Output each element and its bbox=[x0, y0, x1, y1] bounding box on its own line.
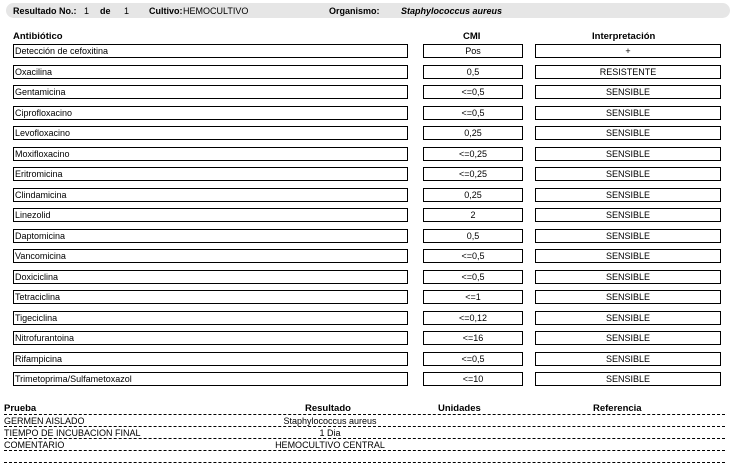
cmi-cell: <=1 bbox=[423, 290, 523, 304]
antibiotic-cell: Trimetoprima/Sulfametoxazol bbox=[13, 372, 408, 386]
cmi-cell: <=0,5 bbox=[423, 106, 523, 120]
cmi-cell: <=0,5 bbox=[423, 85, 523, 99]
table-row bbox=[0, 167, 736, 181]
antibiotic-cell: Daptomicina bbox=[13, 229, 408, 243]
cmi-cell: 0,5 bbox=[423, 229, 523, 243]
interpretation-cell: SENSIBLE bbox=[535, 249, 721, 263]
interpretation-cell: SENSIBLE bbox=[535, 188, 721, 202]
column-header-unidades: Unidades bbox=[438, 403, 481, 414]
antibiotic-cell: Doxiciclina bbox=[13, 270, 408, 284]
cmi-cell: Pos bbox=[423, 44, 523, 58]
table-row bbox=[0, 147, 736, 161]
antibiotic-cell: Oxacilina bbox=[13, 65, 408, 79]
column-header-prueba: Prueba bbox=[4, 403, 37, 414]
result-of-label: de bbox=[100, 6, 111, 16]
table-row bbox=[0, 188, 736, 202]
antibiotic-cell: Tigeciclina bbox=[13, 311, 408, 325]
interpretation-cell: SENSIBLE bbox=[535, 126, 721, 140]
table-row bbox=[0, 270, 736, 284]
cmi-cell: <=0,25 bbox=[423, 147, 523, 161]
table-row bbox=[0, 44, 736, 58]
test-name-cell: COMENTARIO bbox=[4, 440, 65, 450]
cmi-cell: <=16 bbox=[423, 331, 523, 345]
divider bbox=[4, 426, 725, 427]
test-name-cell: TIEMPO DE INCUBACION FINAL bbox=[4, 428, 141, 438]
interpretation-cell: + bbox=[535, 44, 721, 58]
table-row bbox=[0, 331, 736, 345]
divider bbox=[4, 414, 725, 415]
interpretation-cell: SENSIBLE bbox=[535, 372, 721, 386]
cmi-cell: <=0,5 bbox=[423, 270, 523, 284]
cmi-cell: 2 bbox=[423, 208, 523, 222]
divider bbox=[4, 462, 725, 463]
interpretation-cell: SENSIBLE bbox=[535, 331, 721, 345]
column-header-interpretation: Interpretación bbox=[592, 31, 656, 42]
result-number-label: Resultado No.: bbox=[13, 6, 77, 16]
interpretation-cell: SENSIBLE bbox=[535, 167, 721, 181]
table-row bbox=[0, 290, 736, 304]
antibiotic-cell: Rifampicina bbox=[13, 352, 408, 366]
antibiotic-cell: Ciprofloxacino bbox=[13, 106, 408, 120]
table-row bbox=[0, 352, 736, 366]
test-result-cell: HEMOCULTIVO CENTRAL bbox=[275, 440, 385, 450]
cmi-cell: <=0,5 bbox=[423, 249, 523, 263]
test-result-cell: 1 Dia bbox=[319, 428, 341, 438]
table-row bbox=[0, 229, 736, 243]
antibiotic-cell: Tetraciclina bbox=[13, 290, 408, 304]
antibiotic-cell: Nitrofurantoina bbox=[13, 331, 408, 345]
interpretation-cell: SENSIBLE bbox=[535, 147, 721, 161]
antibiotic-cell: Moxifloxacino bbox=[13, 147, 408, 161]
antibiotic-cell: Clindamicina bbox=[13, 188, 408, 202]
table-row bbox=[0, 311, 736, 325]
result-number: 1 bbox=[84, 6, 90, 16]
divider bbox=[4, 438, 725, 439]
interpretation-cell: SENSIBLE bbox=[535, 311, 721, 325]
interpretation-cell: SENSIBLE bbox=[535, 352, 721, 366]
antibiotic-cell: Eritromicina bbox=[13, 167, 408, 181]
table-row bbox=[0, 85, 736, 99]
organismo-label: Organismo: bbox=[329, 6, 380, 16]
cmi-cell: 0,5 bbox=[423, 65, 523, 79]
table-row bbox=[0, 65, 736, 79]
column-header-referencia: Referencia bbox=[593, 403, 642, 414]
cultivo-value: HEMOCULTIVO bbox=[183, 6, 249, 16]
result-total: 1 bbox=[124, 6, 130, 16]
interpretation-cell: SENSIBLE bbox=[535, 290, 721, 304]
table-row bbox=[0, 372, 736, 386]
antibiotic-cell: Linezolid bbox=[13, 208, 408, 222]
cmi-cell: <=0,25 bbox=[423, 167, 523, 181]
table-row bbox=[0, 249, 736, 263]
test-result-cell: Staphylococcus aureus bbox=[283, 416, 377, 426]
interpretation-cell: SENSIBLE bbox=[535, 270, 721, 284]
cultivo-label: Cultivo: bbox=[149, 6, 183, 16]
interpretation-cell: RESISTENTE bbox=[535, 65, 721, 79]
organismo-value: Staphylococcus aureus bbox=[401, 6, 503, 16]
antibiotic-cell: Gentamicina bbox=[13, 85, 408, 99]
table-row bbox=[0, 106, 736, 120]
test-name-cell: GERMEN AISLADO bbox=[4, 416, 85, 426]
interpretation-cell: SENSIBLE bbox=[535, 85, 721, 99]
interpretation-cell: SENSIBLE bbox=[535, 208, 721, 222]
cmi-cell: 0,25 bbox=[423, 188, 523, 202]
antibiotic-cell: Levofloxacino bbox=[13, 126, 408, 140]
cmi-cell: <=0,12 bbox=[423, 311, 523, 325]
cmi-cell: <=10 bbox=[423, 372, 523, 386]
cmi-cell: <=0,5 bbox=[423, 352, 523, 366]
table-row bbox=[0, 208, 736, 222]
interpretation-cell: SENSIBLE bbox=[535, 229, 721, 243]
antibiotic-cell: Detección de cefoxitina bbox=[13, 44, 408, 58]
divider bbox=[4, 450, 725, 451]
column-header-antibiotic: Antibiótico bbox=[13, 31, 63, 42]
interpretation-cell: SENSIBLE bbox=[535, 106, 721, 120]
antibiotic-cell: Vancomicina bbox=[13, 249, 408, 263]
column-header-resultado: Resultado bbox=[305, 403, 351, 414]
column-header-cmi: CMI bbox=[463, 31, 481, 42]
table-row bbox=[0, 126, 736, 140]
cmi-cell: 0,25 bbox=[423, 126, 523, 140]
